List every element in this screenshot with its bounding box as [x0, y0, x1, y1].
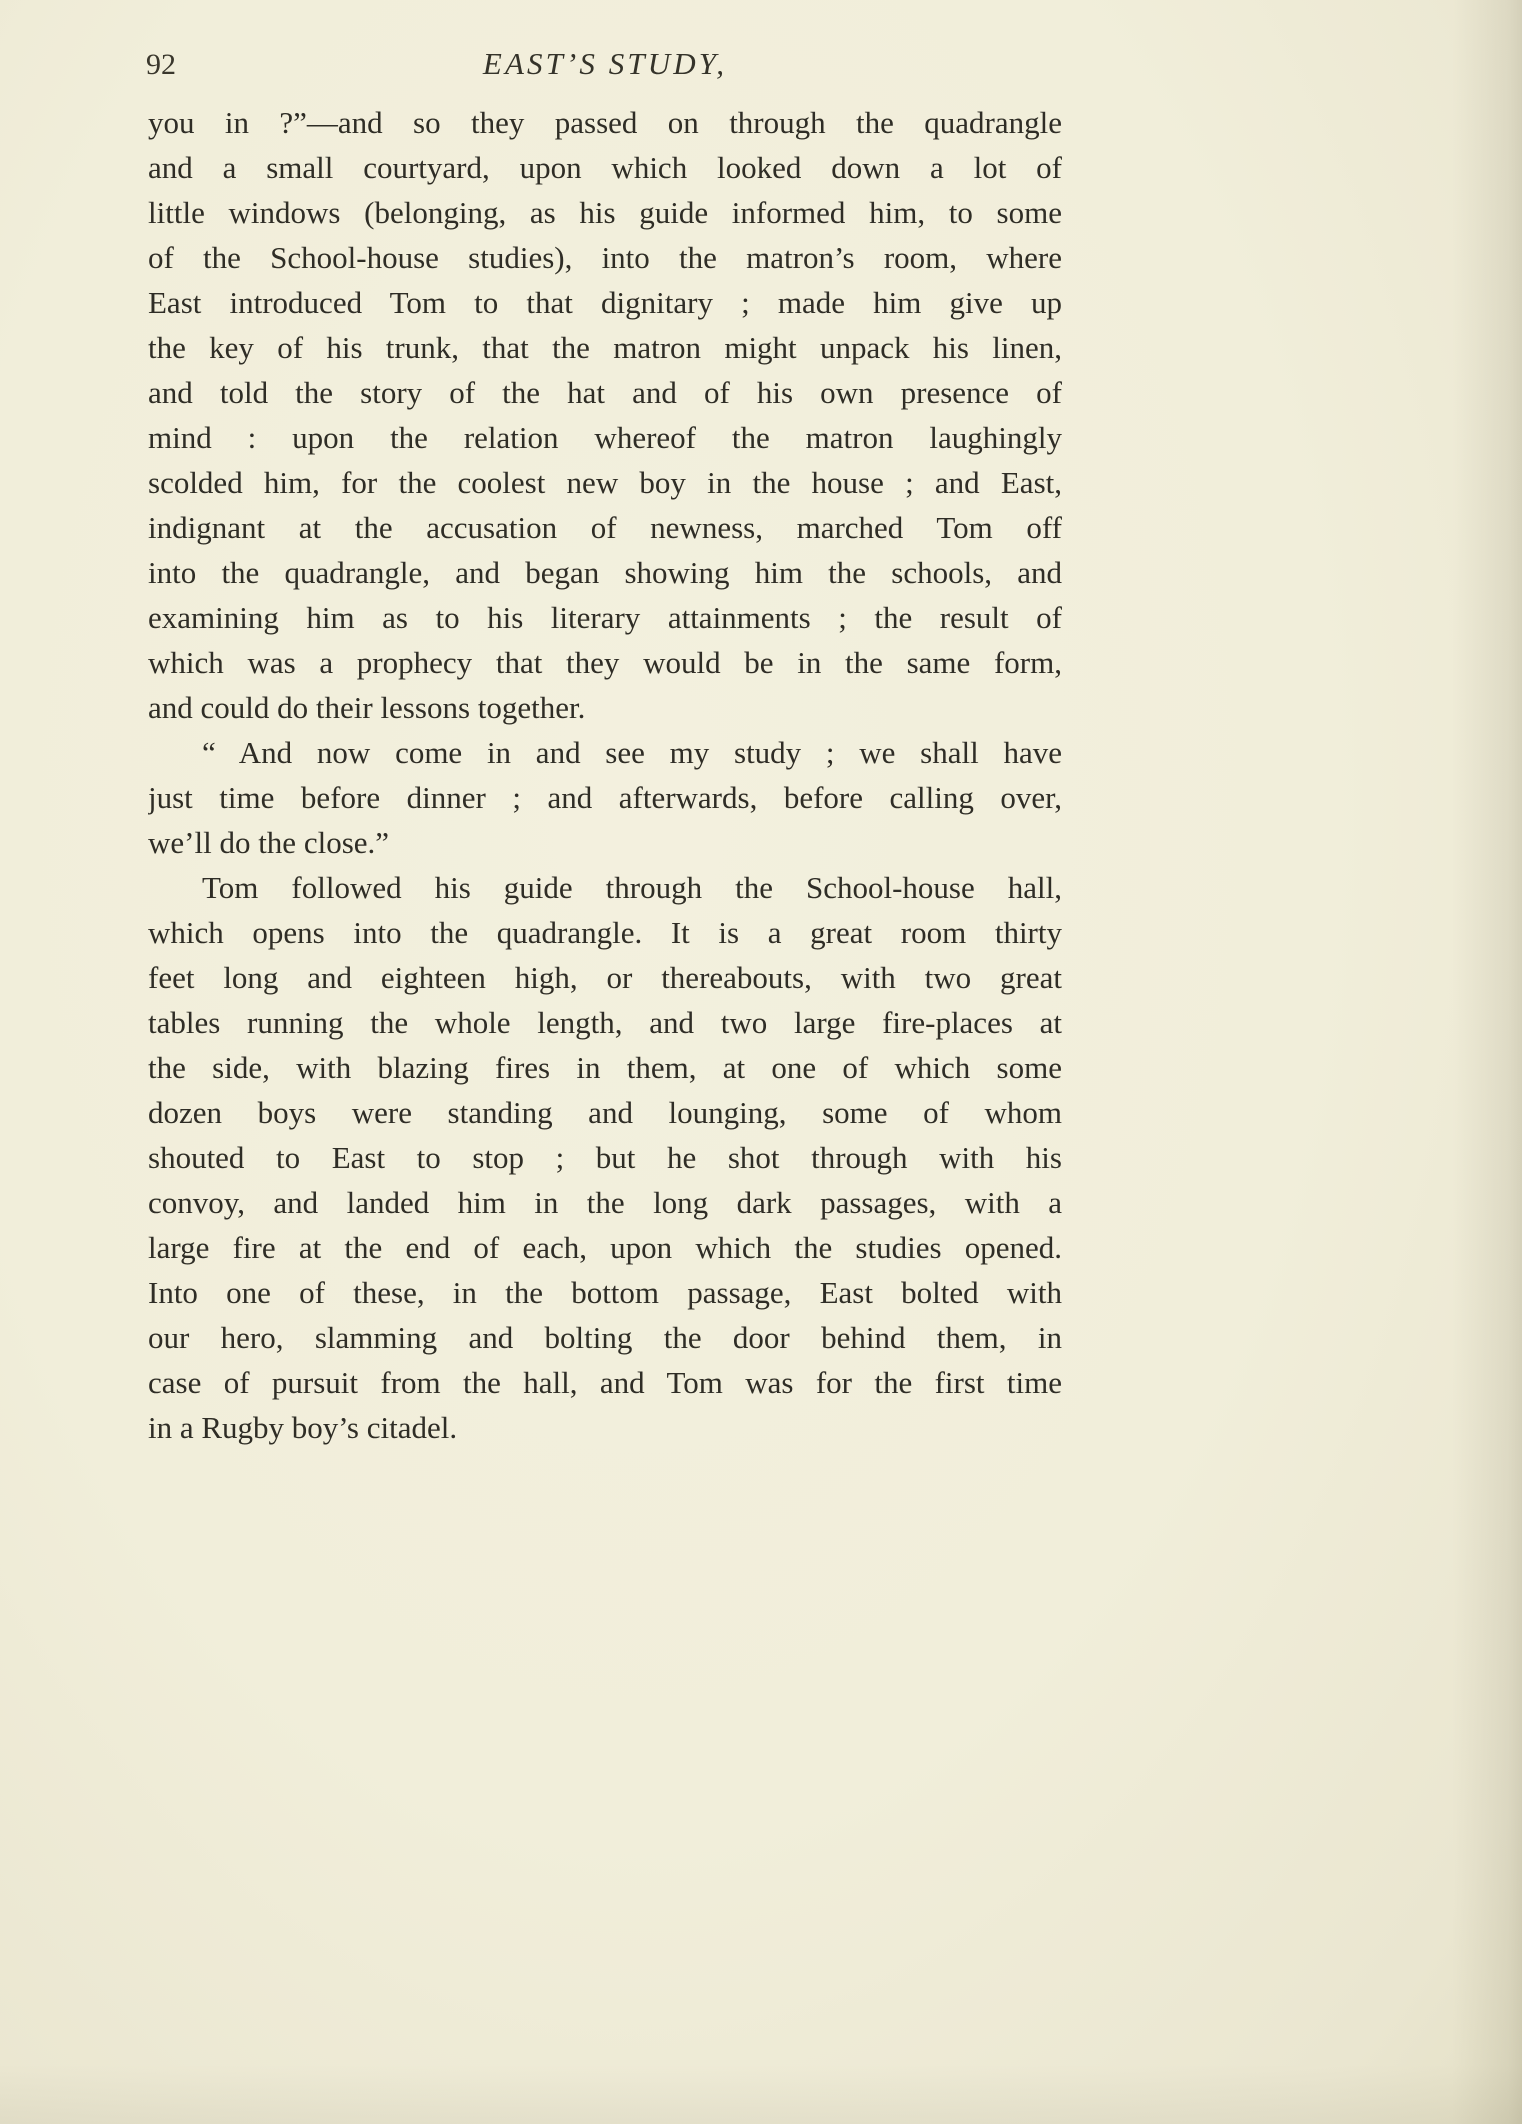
text-line: and a small courtyard, upon which looked down a lot of — [148, 150, 1062, 185]
text-line: shouted to East to stop ; but he shot through with his — [148, 1140, 1062, 1175]
paragraph — [148, 730, 1062, 865]
text-line: mind : upon the relation whereof the matron laughingly — [148, 420, 1062, 455]
text-line: in a Rugby boy’s citadel. — [148, 1410, 458, 1445]
text-line: Into one of these, in the bottom passage, East bolted with — [148, 1275, 1062, 1310]
text-line: examining him as to his literary attainments ; the result of — [148, 600, 1062, 635]
text-line: East introduced Tom to that dignitary ; made him give up — [148, 285, 1062, 320]
text-line: scolded him, for the coolest new boy in the house ; and East, — [148, 465, 1062, 500]
page-number: 92 — [146, 48, 176, 81]
text-line: and told the story of the hat and of his own presence of — [148, 375, 1062, 410]
text-line: and could do their lessons together. — [148, 690, 586, 725]
text-line: large fire at the end of each, upon which the studies opened. — [148, 1230, 1062, 1265]
text-line: you in ?”—and so they passed on through the quadrangle — [148, 105, 1062, 140]
text-line: we’ll do the close.” — [148, 825, 390, 860]
text-line: tables running the whole length, and two large fire-places at — [148, 1005, 1062, 1040]
text-line: dozen boys were standing and lounging, some of whom — [148, 1095, 1062, 1130]
text-line: case of pursuit from the hall, and Tom was for the first time — [148, 1365, 1062, 1400]
page-edge-shadow-right — [1452, 0, 1522, 2124]
text-line: just time before dinner ; and afterwards, before calling over, — [148, 780, 1062, 815]
text-line: little windows (belonging, as his guide informed him, to some — [148, 195, 1062, 230]
text-line: which opens into the quadrangle. It is a great room thirty — [148, 915, 1062, 950]
text-line: the key of his trunk, that the matron might unpack his linen, — [148, 330, 1062, 365]
paragraph — [148, 865, 1062, 1450]
paragraph — [148, 100, 1062, 730]
text-line: Tom followed his guide through the School-house hall, — [202, 870, 1062, 905]
text-line: which was a prophecy that they would be in the same form, — [148, 645, 1062, 680]
text-line: convoy, and landed him in the long dark passages, with a — [148, 1185, 1062, 1220]
text-block — [148, 100, 1062, 1450]
text-line: into the quadrangle, and began showing him the schools, and — [148, 555, 1062, 590]
page-edge-shadow-bottom — [0, 2064, 1522, 2124]
running-header: EAST’S STUDY, — [482, 46, 728, 81]
text-line: indignant at the accusation of newness, marched Tom off — [148, 510, 1062, 545]
text-line: our hero, slamming and bolting the door behind them, in — [148, 1320, 1062, 1355]
text-line: “ And now come in and see my study ; we shall have — [202, 735, 1062, 770]
text-line: of the School-house studies), into the matron’s room, where — [148, 240, 1062, 275]
text-line: the side, with blazing fires in them, at one of which some — [148, 1050, 1062, 1085]
text-line: feet long and eighteen high, or thereabouts, with two great — [148, 960, 1062, 995]
